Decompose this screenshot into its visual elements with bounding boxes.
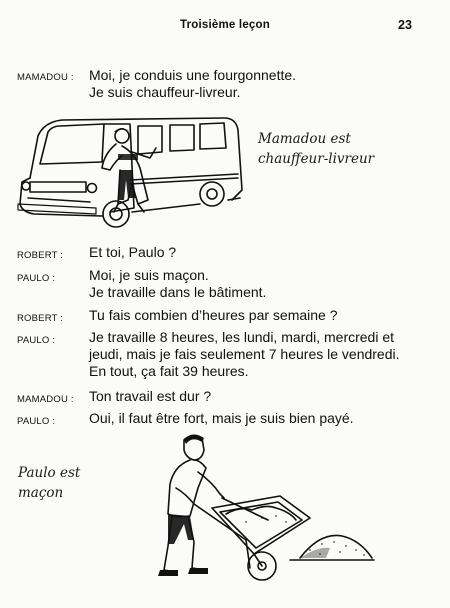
dialogue-line: Et toi, Paulo ? <box>89 244 177 260</box>
caption-line: Mamadou est <box>258 131 351 147</box>
dialogue-line: Je travaille 8 heures, les lundi, mardi, mercredi et <box>89 329 395 345</box>
speaker-label: MAMADOU : <box>17 394 74 405</box>
page-number: 23 <box>398 18 412 32</box>
dialogue-line: Ton travail est dur ? <box>89 388 212 404</box>
dialogue-line: Je suis chauffeur-livreur. <box>89 84 241 100</box>
caption-line: Paulo est <box>18 465 81 481</box>
caption-line: chauffeur-livreur <box>258 151 375 167</box>
dialogue-line: Oui, il faut être fort, mais je suis bien payé. <box>89 410 354 426</box>
dialogue-line: Moi, je suis maçon. <box>89 267 209 283</box>
speaker-label: PAULO : <box>17 335 56 346</box>
dialogue-line: jeudi, mais je fais seulement 7 heures le vendredi. <box>89 346 400 362</box>
speaker-label: ROBERT : <box>17 250 64 261</box>
speaker-label: PAULO : <box>17 273 56 284</box>
speaker-label: PAULO : <box>17 416 56 427</box>
dialogue-line: En tout, ça fait 39 heures. <box>89 363 249 379</box>
dialogue-line: Moi, je conduis une fourgonnette. <box>89 67 297 83</box>
van-illustration <box>10 108 250 230</box>
lesson-title: Troisième leçon <box>180 19 270 31</box>
dialogue-line: Tu fais combien d’heures par semaine ? <box>89 307 338 323</box>
caption-line: maçon <box>18 485 64 501</box>
speaker-label: MAMADOU : <box>17 72 74 83</box>
builder-illustration <box>150 428 380 588</box>
van-caption <box>258 129 374 169</box>
speaker-label: ROBERT : <box>17 313 64 324</box>
dialogue-line: Je travaille dans le bâtiment. <box>89 284 267 300</box>
builder-caption <box>18 463 80 503</box>
